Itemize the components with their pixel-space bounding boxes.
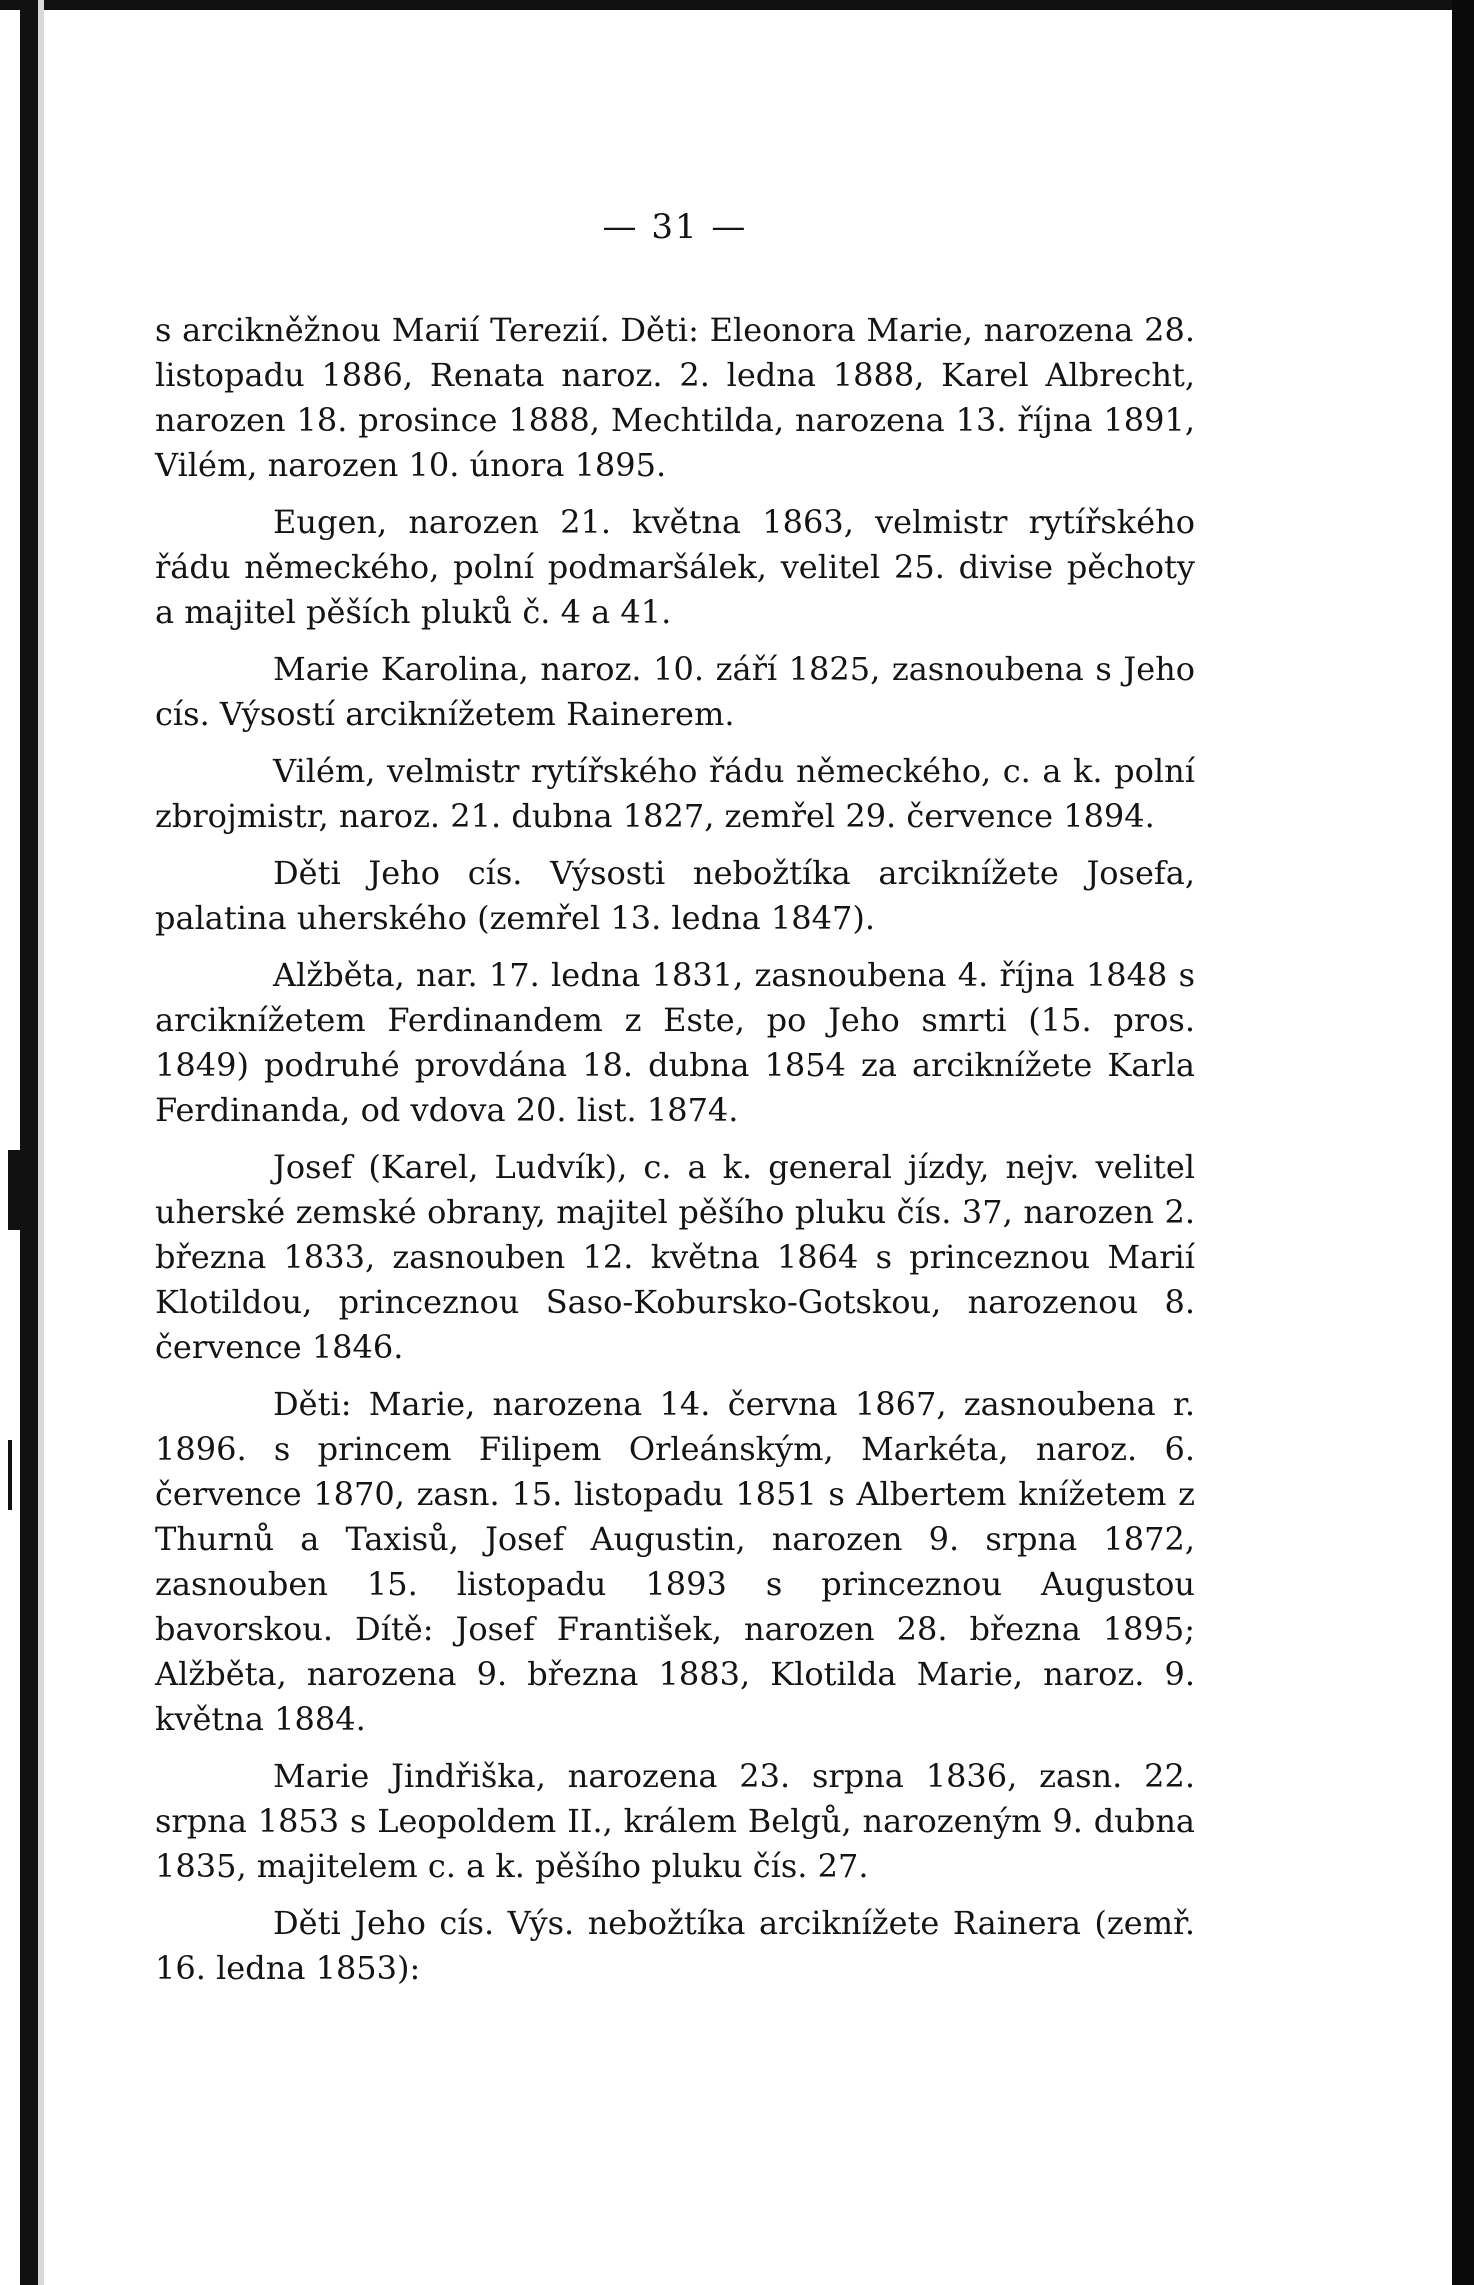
binding-mark bbox=[8, 1150, 22, 1230]
paragraph: Vilém, velmistr rytířského řádu německého, c. a k. polní zbrojmistr, naroz. 21. dubna 1827, zemřel 29. července 1894. bbox=[155, 752, 1195, 835]
page-content bbox=[155, 205, 1195, 2003]
paragraph: Děti Jeho cís. Výsosti nebožtíka arciknížete Josefa, palatina uherského (zemřel 13. ledna 1847). bbox=[155, 854, 1195, 937]
scan-top-border bbox=[0, 0, 1474, 10]
scan-left-border-highlight bbox=[38, 0, 44, 2285]
page-number: — 31 — bbox=[602, 207, 748, 247]
paragraph: Děti Jeho cís. Výs. nebožtíka arciknížete Rainera (zemř. 16. ledna 1853): bbox=[155, 1904, 1195, 1987]
paragraph: Alžběta, nar. 17. ledna 1831, zasnoubena 4. října 1848 s arciknížetem Ferdinandem z Este, po Jeho smrti (15. pros. 1849) podruhé provdána 18. dubna 1854 za arciknížete Karla Ferdinanda, od vdova 20. list. 1874. bbox=[155, 956, 1195, 1129]
binding-mark bbox=[8, 1440, 12, 1510]
paragraph: Josef (Karel, Ludvík), c. a k. general jízdy, nejv. velitel uherské zemské obrany, majitel pěšího pluku čís. 37, narozen 2. března 1833, zasnouben 12. května 1864 s princeznou Marií Klotildou, princeznou Saso-Kobursko-Gotskou, narozenou 8. července 1846. bbox=[155, 1148, 1195, 1366]
paragraph: Marie Jindřiška, narozena 23. srpna 1836, zasn. 22. srpna 1853 s Leopoldem II., králem Belgů, narozeným 9. dubna 1835, majitelem c. a k. pěšího pluku čís. 27. bbox=[155, 1757, 1195, 1885]
scan-right-border bbox=[1452, 0, 1474, 2285]
paragraph: Marie Karolina, naroz. 10. září 1825, zasnoubena s Jeho cís. Výsostí arciknížetem Rainerem. bbox=[155, 650, 1195, 733]
paragraph: Děti: Marie, narozena 14. června 1867, zasnoubena r. 1896. s princem Filipem Orleánským, Markéta, naroz. 6. července 1870, zasn. 15. listopadu 1851 s Albertem knížetem z Thurnů a Taxisů, Josef Augustin, narozen 9. srpna 1872, zasnouben 15. listopadu 1893 s princeznou Augustou bavorskou. Dítě: Josef František, narozen 28. března 1895; Alžběta, narozena 9. března 1883, Klotilda Marie, naroz. 9. května 1884. bbox=[155, 1385, 1195, 1738]
paragraph: Eugen, narozen 21. května 1863, velmistr rytířského řádu německého, polní podmaršálek, velitel 25. divise pěchoty a majitel pěších pluků č. 4 a 41. bbox=[155, 503, 1195, 631]
paragraph: s arcikněžnou Marií Terezií. Děti: Eleonora Marie, narozena 28. listopadu 1886, Renata naroz. 2. ledna 1888, Karel Albrecht, narozen 18. prosince 1888, Mechtilda, narozena 13. října 1891, Vilém, narozen 10. února 1895. bbox=[155, 311, 1195, 484]
scan-left-border bbox=[20, 0, 38, 2285]
